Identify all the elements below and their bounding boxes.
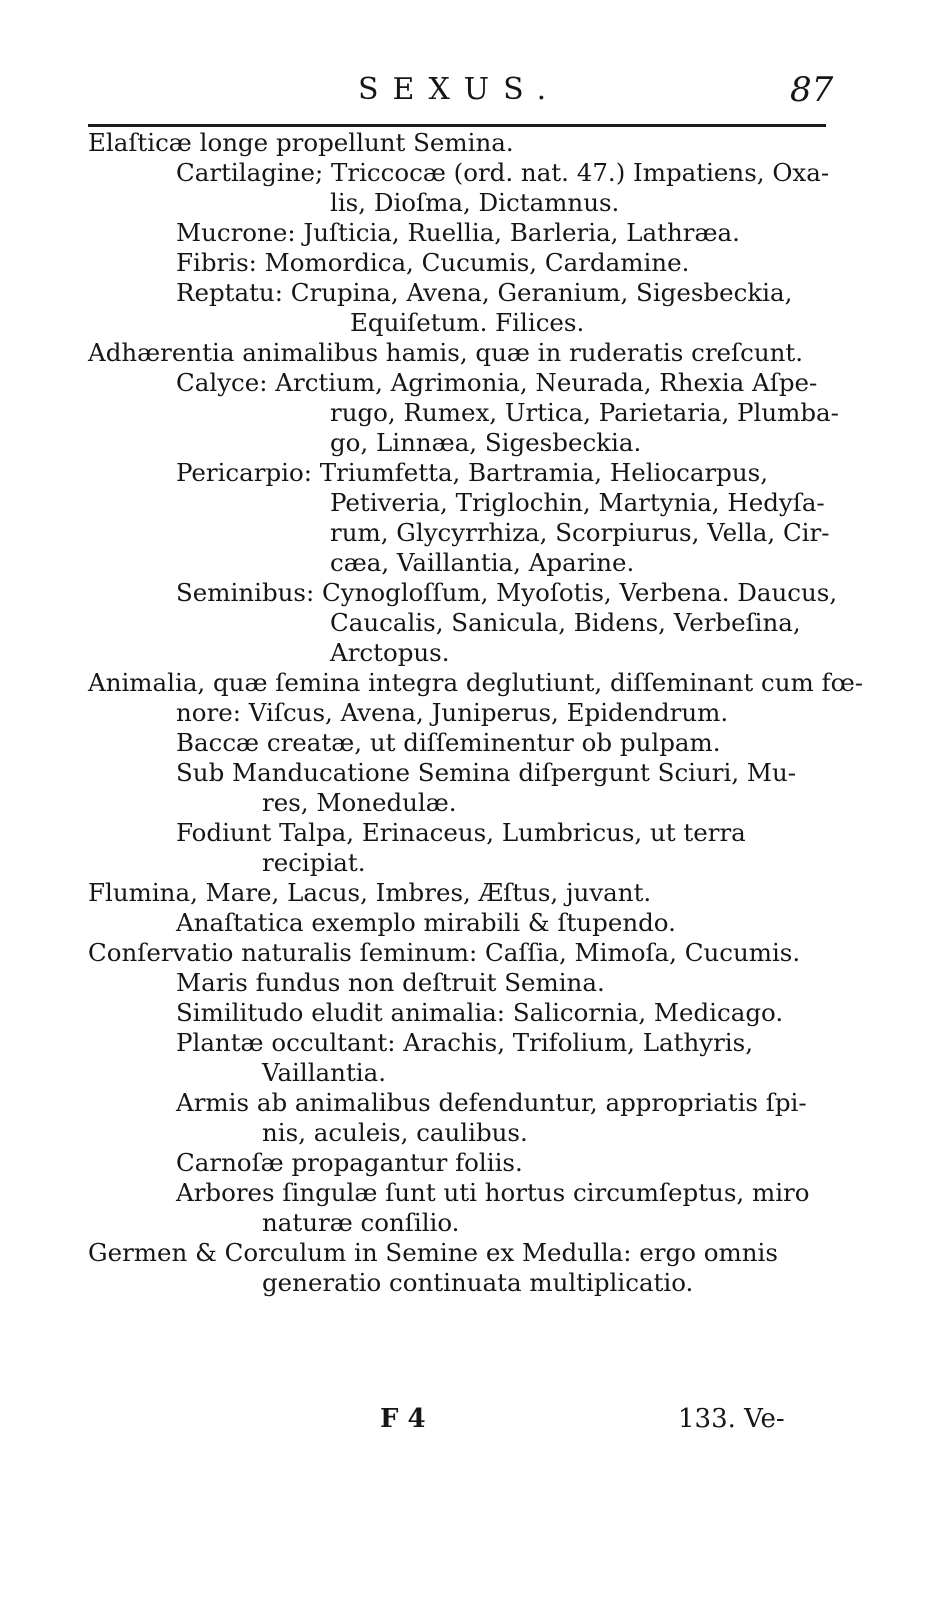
text-line: go, Linnæa, Sigesbeckia. [330,428,642,457]
text-line: rugo, Rumex, Urtica, Parietaria, Plumba- [330,398,839,427]
text-line: naturæ conſilio. [262,1208,460,1237]
text-line: Calyce: Arctium, Agrimonia, Neurada, Rhexia Aſpe- [176,368,818,397]
header-rule [88,124,826,127]
signature-mark: F 4 [380,1404,426,1434]
text-line: Equiſetum. Filices. [350,308,585,337]
text-line: Vaillantia. [262,1058,387,1087]
text-line: nis, aculeis, caulibus. [262,1118,528,1147]
text-line: Fibris: Momordica, Cucumis, Cardamine. [176,248,690,277]
text-line: lis, Dioſma, Dictamnus. [330,188,620,217]
text-line: res, Monedulæ. [262,788,457,817]
text-line: Pericarpio: Triumfetta, Bartramia, Heliocarpus, [176,458,769,487]
text-line: recipiat. [262,848,366,877]
text-line: Animalia, quæ ſemina integra deglutiunt, diſſeminant cum fœ- [88,668,864,697]
text-line: Caucalis, Sanicula, Bidens, Verbeſina, [330,608,801,637]
text-line: Arbores ſingulæ ſunt uti hortus circumſeptus, miro [176,1178,810,1207]
text-line: cæa, Vaillantia, Aparine. [330,548,635,577]
catchword: 133. Ve- [678,1404,785,1434]
running-title: SEXUS. [358,72,561,107]
text-line: Reptatu: Crupina, Avena, Geranium, Sigesbeckia, [176,278,793,307]
text-line: Anaſtatica exemplo mirabili & ſtupendo. [176,908,676,937]
text-line: Carnoſæ propagantur foliis. [176,1148,523,1177]
text-line: rum, Glycyrrhiza, Scorpiurus, Vella, Cir- [330,518,830,547]
text-line: Armis ab animalibus defenduntur, appropriatis ſpi- [176,1088,807,1117]
text-line: Similitudo eludit animalia: Salicornia, Medicago. [176,998,784,1027]
page-number: 87 [790,70,834,110]
text-line: Elaſticæ longe propellunt Semina. [88,128,514,157]
text-line: generatio continuata multiplicatio. [262,1268,694,1297]
text-line: Arctopus. [330,638,450,667]
text-line: Maris fundus non deſtruit Semina. [176,968,605,997]
text-line: Cartilagine; Triccocæ (ord. nat. 47.) Impatiens, Oxa- [176,158,830,187]
text-line: Seminibus: Cynogloſſum, Myoſotis, Verbena. Daucus, [176,578,838,607]
text-line: Germen & Corculum in Semine ex Medulla: ergo omnis [88,1238,778,1267]
text-line: Sub Manducatione Semina diſpergunt Sciuri, Mu- [176,758,797,787]
text-line: Adhærentia animalibus hamis, quæ in ruderatis creſcunt. [88,338,804,367]
text-line: Flumina, Mare, Lacus, Imbres, Æſtus, juvant. [88,878,652,907]
text-line: Petiveria, Triglochin, Martynia, Hedyſa- [330,488,825,517]
text-line: nore: Viſcus, Avena, Juniperus, Epidendrum. [176,698,729,727]
text-line: Conſervatio naturalis ſeminum: Caſſia, Mimoſa, Cucumis. [88,938,801,967]
text-line: Fodiunt Talpa, Erinaceus, Lumbricus, ut terra [176,818,746,847]
running-header [0,64,930,124]
text-line: Mucrone: Juſticia, Ruellia, Barleria, Lathræa. [176,218,740,247]
text-line: Plantæ occultant: Arachis, Trifolium, Lathyris, [176,1028,754,1057]
text-line: Baccæ creatæ, ut diſſeminentur ob pulpam. [176,728,721,757]
